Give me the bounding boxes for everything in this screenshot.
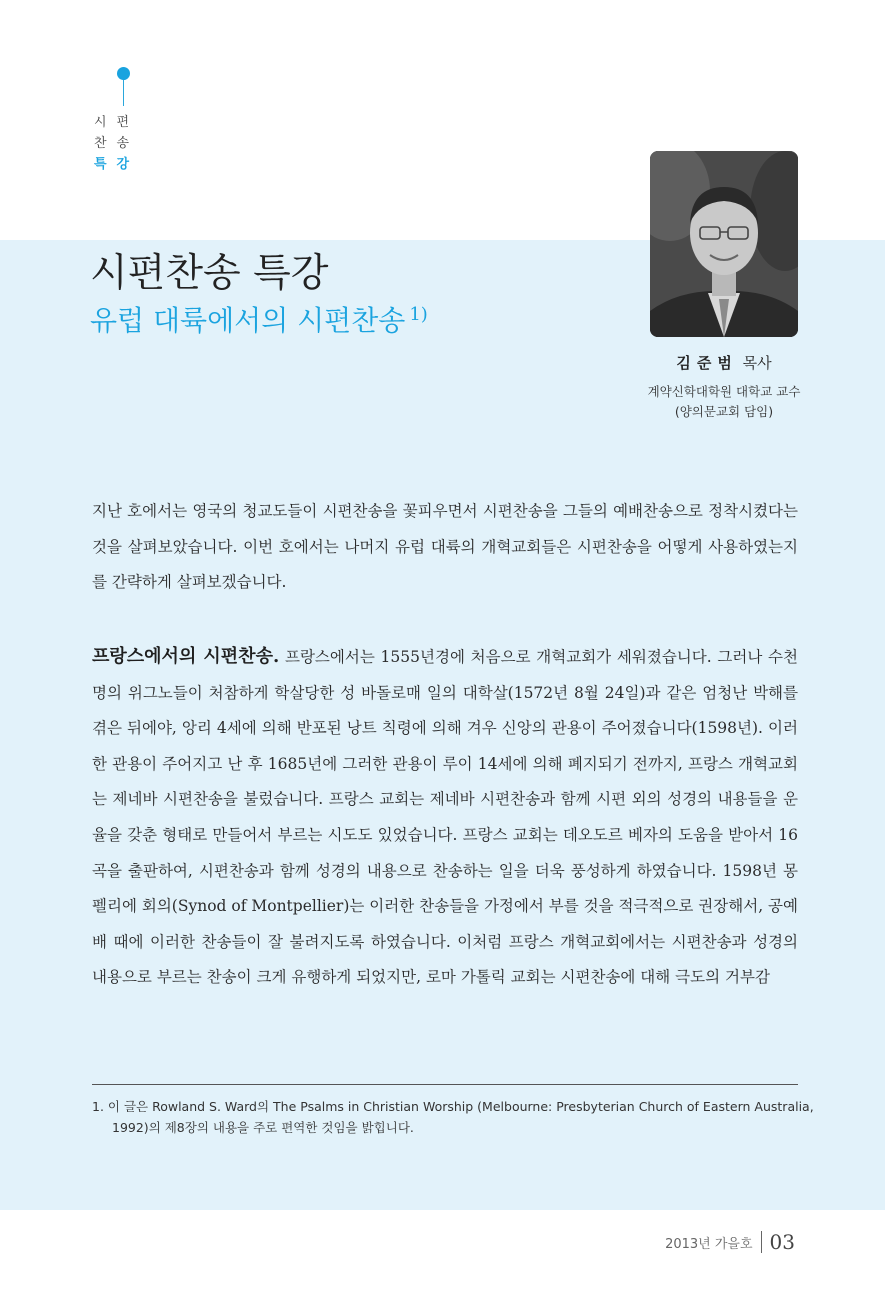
section-marker-dot (117, 67, 130, 80)
author-name-text: 김준범 (676, 354, 738, 372)
intro-paragraph: 지난 호에서는 영국의 청교도들이 시편찬송을 꽃피우면서 시편찬송을 그들의 예배찬송으로 정착시켰다는 것을 살펴보았습니다. 이번 호에서는 나머지 유럽 대륙의 개혁교회들은 시편찬송을 어떻게 사용하였는지를 간략하게 살펴보겠습니다. (92, 502, 798, 592)
author-photo (650, 151, 798, 337)
issue-label: 2013년 가을호 (665, 1236, 753, 1252)
author-affiliation-line1: 계약신학대학원 대학교 교수 (647, 384, 801, 399)
article-title: 시편찬송 특강 (90, 251, 329, 296)
article-subtitle (90, 299, 428, 339)
section-label-line3: 특강 (94, 157, 140, 172)
page-number: 03 (769, 1230, 795, 1254)
section-label-line2: 찬송 (94, 136, 140, 151)
footnote: 1. 이 글은 Rowland S. Ward의 The Psalms in Christian Worship (Melbourne: Presbyterian Church of Eastern Australia, 1992)의 제8장의 내용을 주로 편역한 것임을 밝힙니다. (92, 1099, 814, 1135)
author-affiliation (600, 382, 848, 422)
section-label-line1: 시편 (94, 115, 140, 130)
page-footer (665, 1230, 795, 1254)
section-marker-line (123, 80, 124, 106)
section-text: 프랑스에서는 1555년경에 처음으로 개혁교회가 세워졌습니다. 그러나 수천명의 위그노들이 처참하게 학살당한 성 바돌로매 일의 대학살(1572년 8월 24일)과 같은 엄청난 박해를 겪은 뒤에야, 앙리 4세에 의해 반포된 낭트 칙령에 의해 겨우 신앙의 관용이 주어졌습니다(1598년). 이러한 관용이 주어지고 난 후 1685년에 그러한 관용이 루이 14세에 의해 폐지되기 전까지, 프랑스 개혁교회는 제네바 시편찬송을 불렀습니다. 프랑스 교회는 제네바 시편찬송과 함께 시편 외의 성경의 내용들을 운율을 갖춘 형태로 만들어서 부르는 시도도 있었습니다. 프랑스 교회는 데오도르 베자의 도움을 받아서 16곡을 출판하여, 시편찬송과 함께 성경의 내용으로 찬송하는 일을 더욱 풍성하게 하였습니다. 1598년 몽펠리에 회의(Synod of Montpellier)는 이러한 찬송들을 가정에서 부를 것을 적극적으로 권장해서, 공예배 때에 이러한 찬송들이 잘 불려지도록 하였습니다. 이처럼 프랑스 개혁교회에서는 시편찬송과 성경의 내용으로 부르는 찬송이 크게 유행하게 되었지만, 로마 가톨릭 교회는 시편찬송에 대해 극도의 거부감 (92, 648, 799, 987)
author-affiliation-line2: (양의문교회 담임) (674, 404, 774, 419)
section-paragraph (92, 639, 798, 996)
author-portrait-image (650, 151, 798, 337)
article-subtitle-text: 유럽 대륙에서의 시편찬송 (90, 304, 406, 337)
folio-divider (761, 1231, 762, 1253)
footnote-reference[interactable]: 1) (409, 303, 428, 325)
author-name (600, 352, 848, 373)
author-role: 목사 (742, 354, 772, 372)
section-label (94, 112, 139, 175)
section-lead: 프랑스에서의 시편찬송. (92, 646, 280, 667)
footnote-divider (92, 1084, 798, 1085)
